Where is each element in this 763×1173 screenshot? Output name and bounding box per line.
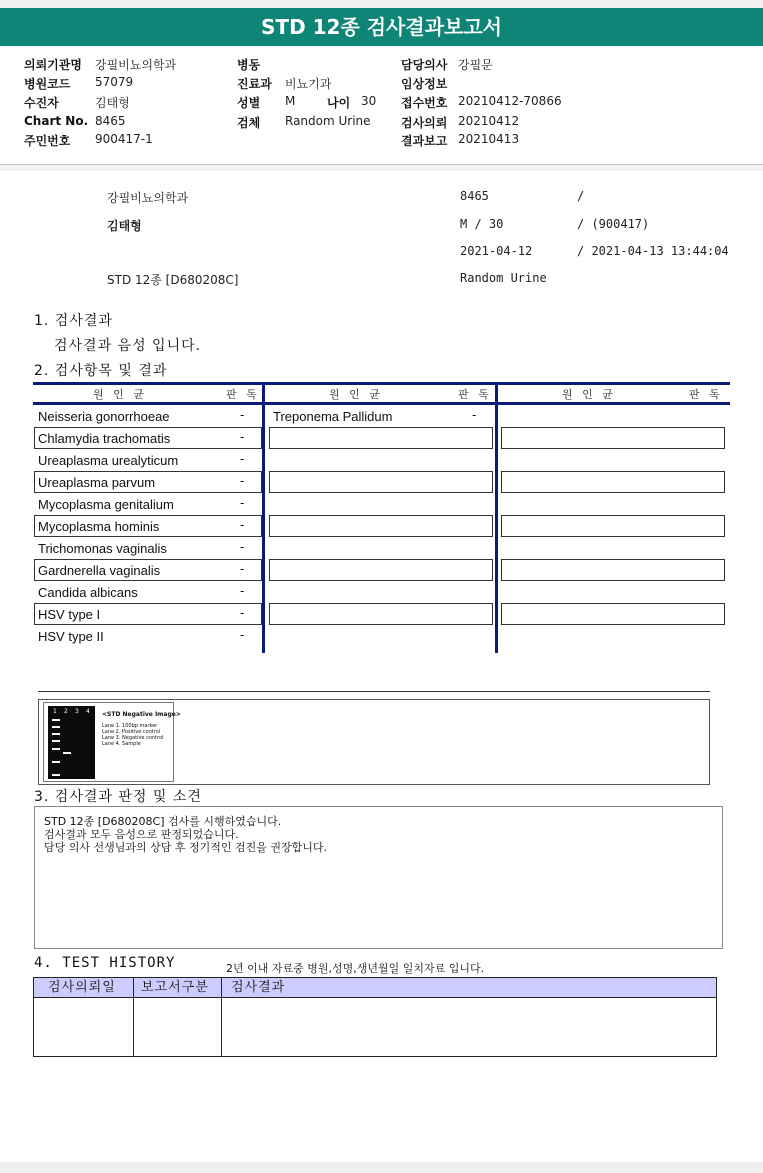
- request-value: 20210412: [458, 114, 520, 128]
- gel-legend-item: Lane 2. Positive control: [102, 729, 161, 735]
- lane-number: 2: [64, 708, 68, 715]
- row-box: [269, 471, 493, 493]
- rrn-label: 주민번호: [24, 134, 71, 148]
- dept-value: 비뇨기과: [285, 77, 332, 91]
- specimen-value: Random Urine: [285, 114, 371, 128]
- header-gap: [0, 165, 763, 171]
- doctor-label: 담당의사: [401, 58, 448, 72]
- specimen-label: 검체: [237, 116, 261, 130]
- gel-legend-item: Lane 3. Negative control: [102, 735, 164, 741]
- pi-sex-age: M / 30: [460, 217, 504, 231]
- bottom-strip: [0, 1162, 763, 1173]
- pi-slash: /: [577, 189, 585, 203]
- col1-header-result: 판 독: [226, 388, 260, 401]
- history-col-divider: [221, 978, 222, 1056]
- row-box: [269, 427, 493, 449]
- gel-legend-item: Lane 4. Sample: [102, 741, 141, 747]
- pathogen-name: Neisseria gonorrhoeae: [38, 409, 170, 424]
- gel-image-frame: [38, 699, 710, 785]
- gel-photo: [48, 706, 95, 779]
- sex-value: M: [285, 94, 296, 108]
- col2-header-pathogen: 원 인 균: [329, 388, 383, 401]
- pathogen-name: Trichomonas vaginalis: [38, 541, 167, 556]
- gel-band: [52, 740, 60, 742]
- gel-band: [52, 719, 60, 721]
- pathogen-name: HSV type II: [38, 629, 104, 644]
- receipt-value: 20210412-70866: [458, 94, 562, 108]
- gel-band: [52, 733, 60, 735]
- row-box: [269, 515, 493, 537]
- col3-header-pathogen: 원 인 균: [562, 388, 616, 401]
- pathogen-name: HSV type I: [38, 607, 101, 622]
- pathogen-name: Mycoplasma genitalium: [38, 497, 174, 512]
- pi-hospital: 강필비뇨의학과: [107, 191, 189, 205]
- chart-value: 8465: [95, 114, 126, 128]
- row-box: [501, 603, 725, 625]
- row-box: [501, 559, 725, 581]
- pi-request-date: 2021-04-12: [460, 244, 533, 258]
- gel-band: [52, 761, 60, 763]
- table-header-border: [33, 402, 730, 405]
- pi-chart: 8465: [460, 189, 489, 203]
- gel-band: [52, 774, 60, 776]
- lane-number: 1: [53, 708, 57, 715]
- gel-title: <STD Negative Image>: [102, 711, 181, 718]
- code-value: 57079: [95, 75, 134, 89]
- section-2-title: 2. 검사항목 및 결과: [34, 363, 168, 379]
- row-box: [269, 603, 493, 625]
- history-header: 검사결과: [231, 980, 286, 995]
- gel-legend-item: Lane 1. 100bp marker: [102, 723, 158, 729]
- patient-label: 수진자: [24, 96, 59, 110]
- row-box: [501, 427, 725, 449]
- history-header-row: [34, 978, 716, 998]
- age-value: 30: [361, 94, 377, 108]
- hospital-label: 의뢰기관명: [24, 58, 82, 72]
- pathogen-result: -: [240, 540, 245, 554]
- pathogen-result: -: [240, 606, 245, 620]
- table-divider-2: [495, 382, 498, 653]
- report-label: 결과보고: [401, 134, 448, 148]
- section-3-title: 3. 검사결과 판정 및 소견: [34, 789, 202, 805]
- gel-band: [63, 752, 71, 754]
- lane-number: 3: [75, 708, 79, 715]
- doctor-value: 강필문: [458, 58, 493, 72]
- pathogen-result: -: [240, 518, 245, 532]
- opinion-box: [34, 806, 723, 949]
- hospital-value: 강필비뇨의학과: [95, 58, 177, 72]
- section-4-title: 4. TEST HISTORY: [34, 955, 176, 971]
- pathogen-name: Treponema Pallidum: [273, 409, 393, 424]
- patient-value: 김태형: [95, 96, 130, 110]
- row-box: [269, 559, 493, 581]
- pathogen-result: -: [240, 452, 245, 466]
- pi-name: 김태형: [107, 219, 142, 233]
- gel-band: [52, 748, 60, 750]
- pathogen-result: -: [240, 562, 245, 576]
- report-value: 20210413: [458, 132, 520, 146]
- pathogen-result: -: [240, 628, 245, 642]
- pathogen-name: Ureaplasma urealyticum: [38, 453, 179, 468]
- report-header: [0, 46, 763, 164]
- code-label: 병원코드: [24, 77, 71, 91]
- history-header: 보고서구분: [141, 980, 209, 995]
- receipt-label: 접수번호: [401, 96, 448, 110]
- pathogen-name: Gardnerella vaginalis: [38, 563, 161, 578]
- pathogen-result: -: [472, 408, 477, 422]
- table-divider-1: [262, 382, 265, 653]
- history-table: [33, 977, 717, 1057]
- pathogen-name: Ureaplasma parvum: [38, 475, 156, 490]
- pi-report-datetime: / 2021-04-13 13:44:04: [577, 244, 729, 258]
- gel-image: [43, 702, 181, 782]
- pathogen-result: -: [240, 474, 245, 488]
- history-note: 2년 이내 자료중 병원,성명,생년월일 일치자료 입니다.: [226, 962, 485, 975]
- pi-specimen: Random Urine: [460, 271, 547, 285]
- image-divider: [38, 691, 710, 692]
- pathogen-result: -: [240, 430, 245, 444]
- table-top-border: [33, 382, 730, 385]
- pathogen-name: Chlamydia trachomatis: [38, 431, 171, 446]
- col1-header-pathogen: 원 인 균: [93, 388, 147, 401]
- rrn-value: 900417-1: [95, 132, 153, 146]
- pathogen-result: -: [240, 584, 245, 598]
- pathogen-name: Candida albicans: [38, 585, 138, 600]
- chart-label: Chart No.: [24, 114, 89, 128]
- history-col-divider: [133, 978, 134, 1056]
- pathogen-name: Mycoplasma hominis: [38, 519, 160, 534]
- row-box: [501, 471, 725, 493]
- sex-label: 성별: [237, 96, 261, 110]
- report-title: STD 12종 검사결과보고서: [0, 8, 763, 46]
- dept-label: 진료과: [237, 77, 272, 91]
- request-label: 검사의뢰: [401, 116, 448, 130]
- history-header: 검사의뢰일: [48, 980, 116, 995]
- pi-rrn: / (900417): [577, 217, 650, 231]
- col2-header-result: 판 독: [458, 388, 492, 401]
- section-1-title: 1. 검사결과: [34, 313, 113, 329]
- age-label: 나이: [327, 96, 351, 110]
- ward-label: 병동: [237, 58, 261, 72]
- clinical-label: 임상정보: [401, 77, 448, 91]
- section-1-result: 검사결과 음성 입니다.: [54, 338, 202, 354]
- gel-band: [52, 726, 60, 728]
- col3-header-result: 판 독: [689, 388, 723, 401]
- opinion-line: STD 12종 [D680208C] 검사를 시행하였습니다.: [44, 815, 282, 828]
- lane-number: 4: [86, 708, 90, 715]
- pathogen-result: -: [240, 496, 245, 510]
- opinion-line: 검사결과 모두 음성으로 판정되었습니다.: [44, 828, 239, 841]
- row-box: [501, 515, 725, 537]
- pathogen-result: -: [240, 408, 245, 422]
- pi-test: STD 12종 [D680208C]: [107, 273, 239, 287]
- top-strip: [0, 0, 763, 8]
- opinion-line: 담당 의사 선생님과의 상담 후 정기적인 검진을 권장합니다.: [44, 841, 327, 854]
